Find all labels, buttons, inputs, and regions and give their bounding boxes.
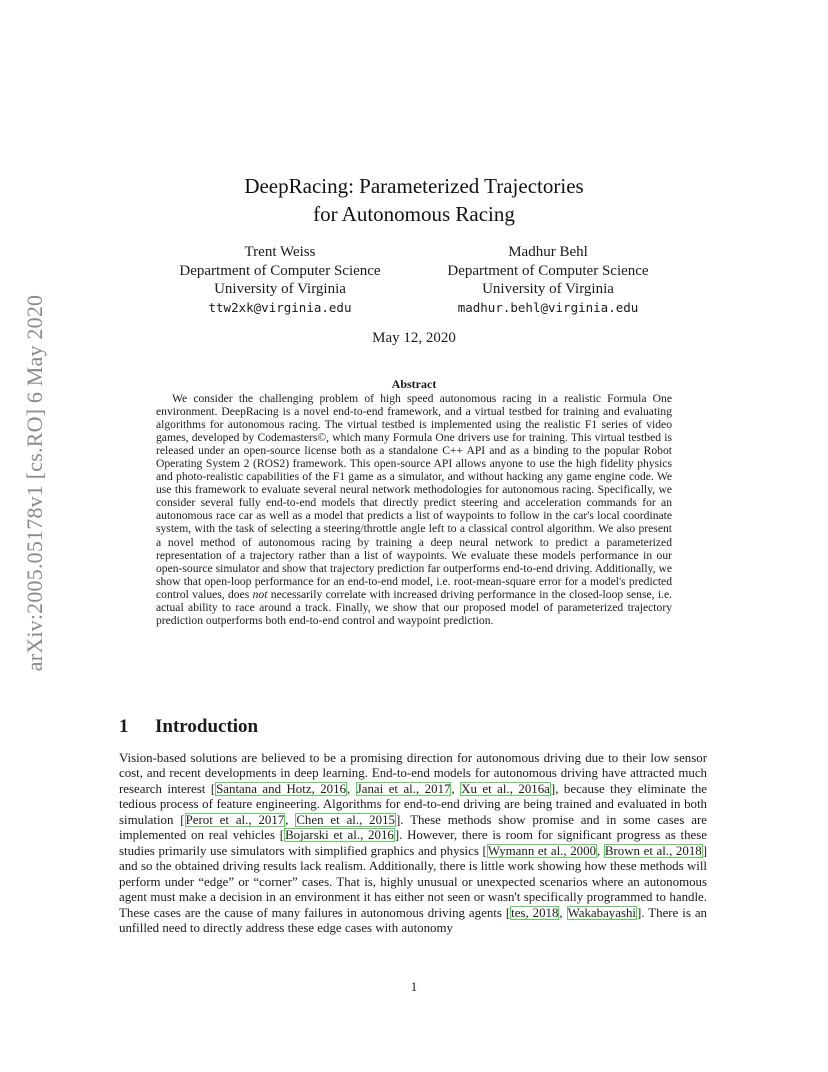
- abstract-emphasis: not: [252, 587, 268, 601]
- section-title: Introduction: [155, 716, 259, 737]
- section-number: 1: [119, 716, 129, 737]
- author-email[interactable]: ttw2xk@virginia.edu: [208, 299, 352, 315]
- intro-text: . However, there is room for significant progress as these studies primarily use simulators with simplified graphics and physics: [119, 828, 708, 858]
- section-heading: [119, 716, 258, 738]
- author-university: University of Virginia: [214, 281, 346, 297]
- paper-date: May 12, 2020: [372, 330, 456, 346]
- author-name: Madhur Behl: [508, 244, 588, 260]
- citation-link[interactable]: Wymann et al., 2000: [487, 843, 597, 858]
- page-number: 1: [410, 980, 418, 994]
- title-line-2: for Autonomous Racing: [313, 202, 515, 226]
- citation-link[interactable]: Chen et al., 2015: [296, 812, 395, 827]
- intro-text: , because they eliminate the tedious process of feature engineering. Algorithms for end-to-end driving are being trained and evaluated in both simulation: [119, 781, 708, 827]
- author-email[interactable]: madhur.behl@virginia.edu: [457, 299, 639, 315]
- intro-text: . There is an unfilled need to directly address these edge cases with autonomy: [119, 905, 707, 935]
- citation-link[interactable]: Perot et al., 2017: [185, 812, 285, 827]
- citation-link[interactable]: Wakabayashi: [567, 905, 637, 920]
- citation-link[interactable]: Brown et al., 2018: [604, 843, 702, 858]
- citation-link[interactable]: Janai et al., 2017: [356, 781, 451, 796]
- intro-text: Vision-based solutions are believed to be a promising direction for autonomous driving due to their low sensor cost, and recent developments in deep learning. End-to-end models for autonomous driving have attracted much research interest: [119, 751, 707, 796]
- author-block-1: [150, 243, 410, 317]
- arxiv-identifier[interactable]: arXiv:2005.05178v1 [cs.RO] 6 May 2020: [22, 294, 47, 672]
- citation-link[interactable]: tes, 2018: [511, 905, 559, 920]
- intro-text: and so the obtained driving results lack realism. Additionally, there is little work showing how these methods will perform under “edge” or “corner” cases. That is, highly unusual or unexpected scenarios where an autonomous agent must make a decision in an environment it has either not seen or wasn't specifically programmed to handle. These cases are the cause of many failures in autonomous driving agents: [119, 859, 707, 920]
- author-name: Trent Weiss: [244, 244, 316, 260]
- intro-text: . These methods show promise and in some cases are implemented on real vehicles: [119, 812, 708, 843]
- citation-link[interactable]: Santana and Hotz, 2016: [216, 781, 347, 796]
- author-university: University of Virginia: [482, 281, 614, 297]
- abstract-part-1: We consider the challenging problem of high speed autonomous racing in a realistic Formula One environment. DeepRacing is a novel end-to-end framework, and a virtual testbed for training and evaluating algorithms for autonomous racing. The virtual testbed is implemented using the realistic F1 series of video games, developed by Codemasters©, which many Formula One drivers use for training. This virtual testbed is released under an open-source license both as a standalone C++ API and as a binding to the popular Robot Operating System 2 (ROS2) framework. This open-source API allows anyone to use the high fidelity physics and photo-realistic capabilities of the F1 game as a simulator, and without hacking any game engine code. We use this framework to evaluate several neural network methodologies for autonomous racing. Specifically, we consider several fully end-to-end models that directly predict steering and acceleration commands for an autonomous race car as well as a model that predicts a list of waypoints to follow in the car's local coordinate system, with the task of selecting a steering/throttle angle left to a classical control algorithm. We also present a novel method of autonomous racing by training a deep neural network to predict a parameterized representation of a trajectory rather than a list of waypoints. We evaluate these models performance in our open-source simulator and show that trajectory prediction far outperforms end-to-end driving. Additionally, we show that open-loop performance for an end-to-end model, i.e. root-mean-square error for a model's predicted control values, does: [156, 392, 672, 601]
- abstract-heading: Abstract: [391, 377, 437, 391]
- author-block-2: [418, 243, 678, 317]
- title-line-1: DeepRacing: Parameterized Trajectories: [244, 174, 584, 198]
- abstract-text: [156, 392, 672, 627]
- citation-link[interactable]: Bojarski et al., 2016: [285, 828, 394, 843]
- author-department: Department of Computer Science: [179, 262, 381, 279]
- abstract-part-2: necessarily correlate with increased driving performance in the closed-loop sense, i.e. actual ability to race around a track. Finally, we show that our proposed model of parameterized trajectory prediction outperforms both end-to-end control and waypoint prediction.: [156, 587, 673, 627]
- citation-link[interactable]: Xu et al., 2016a: [461, 781, 550, 796]
- introduction-paragraph: Vision-based solutions are believed to be a promising direction for autonomous driving due to their low sensor cost, and recent developments in deep learning. End-to-end models for autonomous driving have attracted much research interest [Santana and Hotz, 2016, Janai et al., 2017, Xu et al., 2016a], because they eliminate the tedious process of feature engineering. Algorithms for end-to-end driving are being trained and evaluated in both simulation [Perot et al., 2017, Chen et al., 2015]. These methods show promise and in some cases are implemented on real vehicles [Bojarski et al., 2016]. However, there is room for significant progress as these studies primarily use simulators with simplified graphics and physics [Wymann et al., 2000, Brown et al., 2018] and so the obtained driving results lack realism. Additionally, there is little work showing how these methods will perform under “edge” or “corner” cases. That is, highly unusual or unexpected scenarios where an autonomous agent must make a decision in an environment it has either not seen or wasn't specifically programmed to handle. These cases are the cause of many failures in autonomous driving agents [tes, 2018, Wakabayashi]. There is an unfilled need to directly address these edge cases with autonomy: [119, 751, 708, 935]
- author-department: Department of Computer Science: [447, 262, 649, 279]
- paper-title: [0, 172, 828, 228]
